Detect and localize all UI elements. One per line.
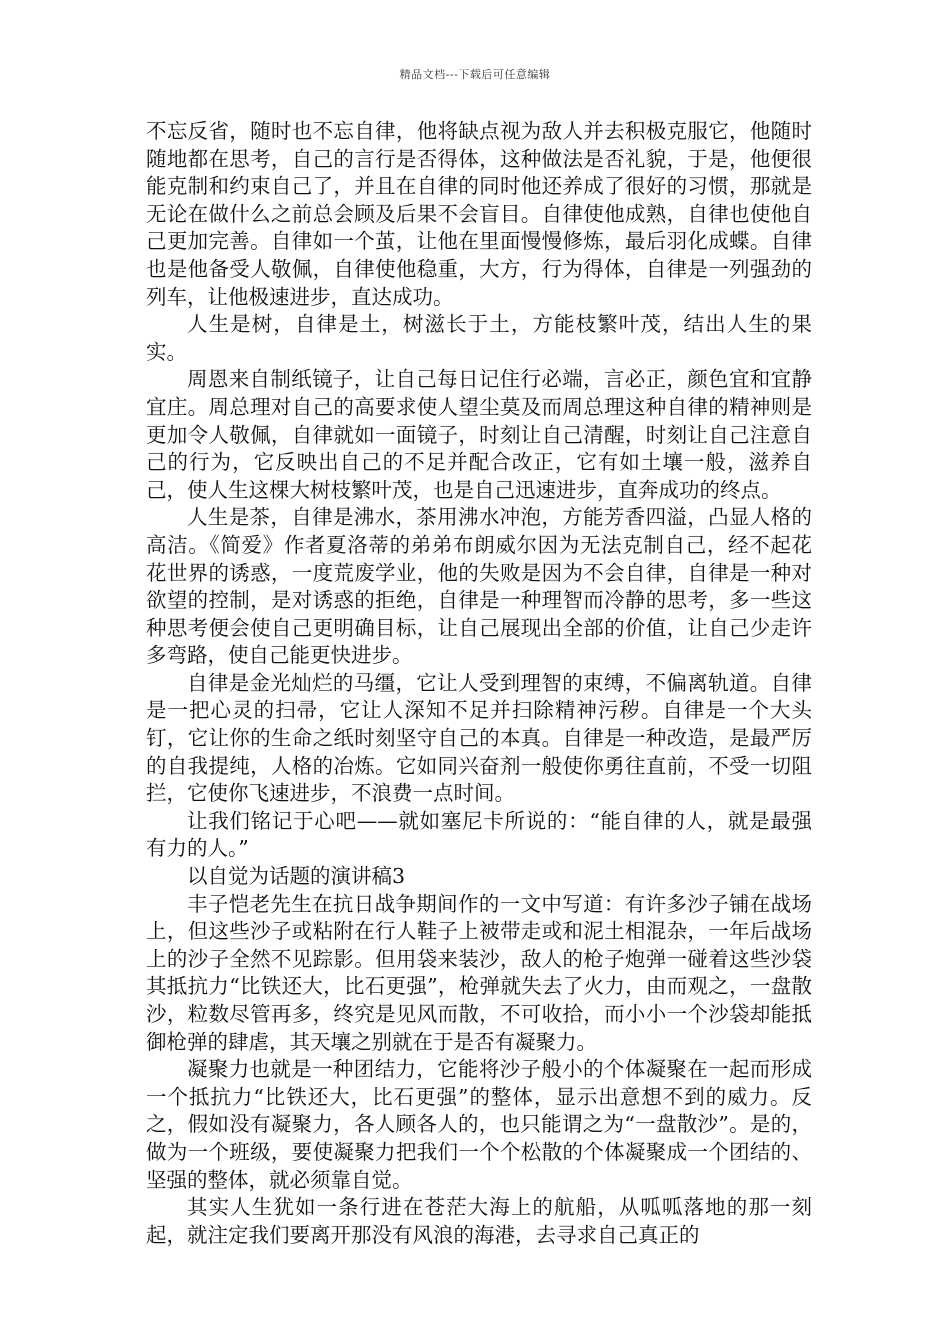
paragraph: 人生是茶，自律是沸水，茶用沸水冲泡，方能芳香四溢，凸显人格的高洁。《简爱》作者夏洛蒂的弟弟布朗威尔因为无法克制自己，经不起花花世界的诱惑，一度荒废学业，他的失败是因为不会自律，自律是一种对欲望的控制，是对诱惑的拒绝，自律是一种理智而冷静的思考，多一些这种思考便会使自己更明确目标，让自己展现出全部的价值，让自己少走许多弯路，使自己能更快进步。 — [146, 505, 812, 668]
paragraph: 让我们铭记于心吧——就如塞尼卡所说的：“能自律的人，就是最强有力的人。” — [146, 808, 812, 861]
paragraph: 凝聚力也就是一种团结力，它能将沙子般小的个体凝聚在一起而形成一个抵抗力“比铁还大，比石更强”的整体，显示出意想不到的威力。反之，假如没有凝聚力，各人顾各人的，也只能谓之为“一盘散沙”。是的，做为一个班级，要使凝聚力把我们一个个松散的个体凝聚成一个团结的、坚强的整体，就必须靠自觉。 — [146, 1057, 812, 1192]
page-header: 精品文档---下载后可任意编辑 — [399, 68, 551, 81]
body-text — [146, 118, 812, 1249]
paragraph: 自律是金光灿烂的马缰，它让人受到理智的束缚，不偏离轨道。自律是一把心灵的扫帚，它让人深知不足并扫除精神污秽。自律是一个大头钉，它让你的生命之纸时刻坚守自己的本真。自律是一种改造，是最严厉的自我提纯，人格的冶炼。它如同兴奋剂一般使你勇往直前，不受一切阻拦，它使你飞速进步，不浪费一点时间。 — [146, 670, 812, 806]
paragraph: 其实人生犹如一条行进在苍茫大海上的航船，从呱呱落地的那一刻起，就注定我们要离开那没有风浪的海港，去寻求自己真正的 — [146, 1195, 812, 1247]
section-title: 以自觉为话题的演讲稿3 — [187, 864, 406, 889]
paragraph: 不忘反省，随时也不忘自律，他将缺点视为敌人并去积极克服它，他随时随地都在思考，自己的言行是否得体，这种做法是否礼貌，于是，他便很能克制和约束自己了，并且在自律的同时他还养成了很好的习惯，那就是无论在做什么之前总会顾及后果不会盲目。自律使他成熟，自律也使他自己更加完善。自律如一个茧，让他在里面慢慢修炼，最后羽化成蝶。自律也是他备受人敬佩，自律使他稳重，大方，行为得体，自律是一列强劲的列车，让他极速进步，直达成功。 — [146, 119, 812, 309]
paragraph: 丰子恺老先生在抗日战争期间作的一文中写道：有许多沙子铺在战场上，但这些沙子或粘附在行人鞋子上被带走或和泥土相混杂，一年后战场上的沙子全然不见踪影。但用袋来装沙，敌人的枪子炮弹一碰着这些沙袋其抵抗力“比铁还大，比石更强”，枪弹就失去了火力，由而观之，一盘散沙，粒数尽管再多，终究是见风而散，不可收拾，而小小一个沙袋却能抵御枪弹的肆虐，其天壤之别就在于是否有凝聚力。 — [146, 891, 812, 1054]
paragraph: 人生是树，自律是土，树滋长于土，方能枝繁叶茂，结出人生的果实。 — [146, 312, 812, 364]
paragraph: 周恩来自制纸镜子，让自己每日记住行必端，言必正，颜色宜和宜静宜庄。周总理对自己的高要求使人望尘莫及而周总理这种自律的精神则是更加令人敬佩，自律就如一面镜子，时刻让自己清醒，时刻让自己注意自己的行为，它反映出自己的不足并配合改正，它有如土壤一般，滋养自己，使人生这棵大树枝繁叶茂，也是自己迅速进步，直奔成功的终点。 — [146, 367, 812, 502]
